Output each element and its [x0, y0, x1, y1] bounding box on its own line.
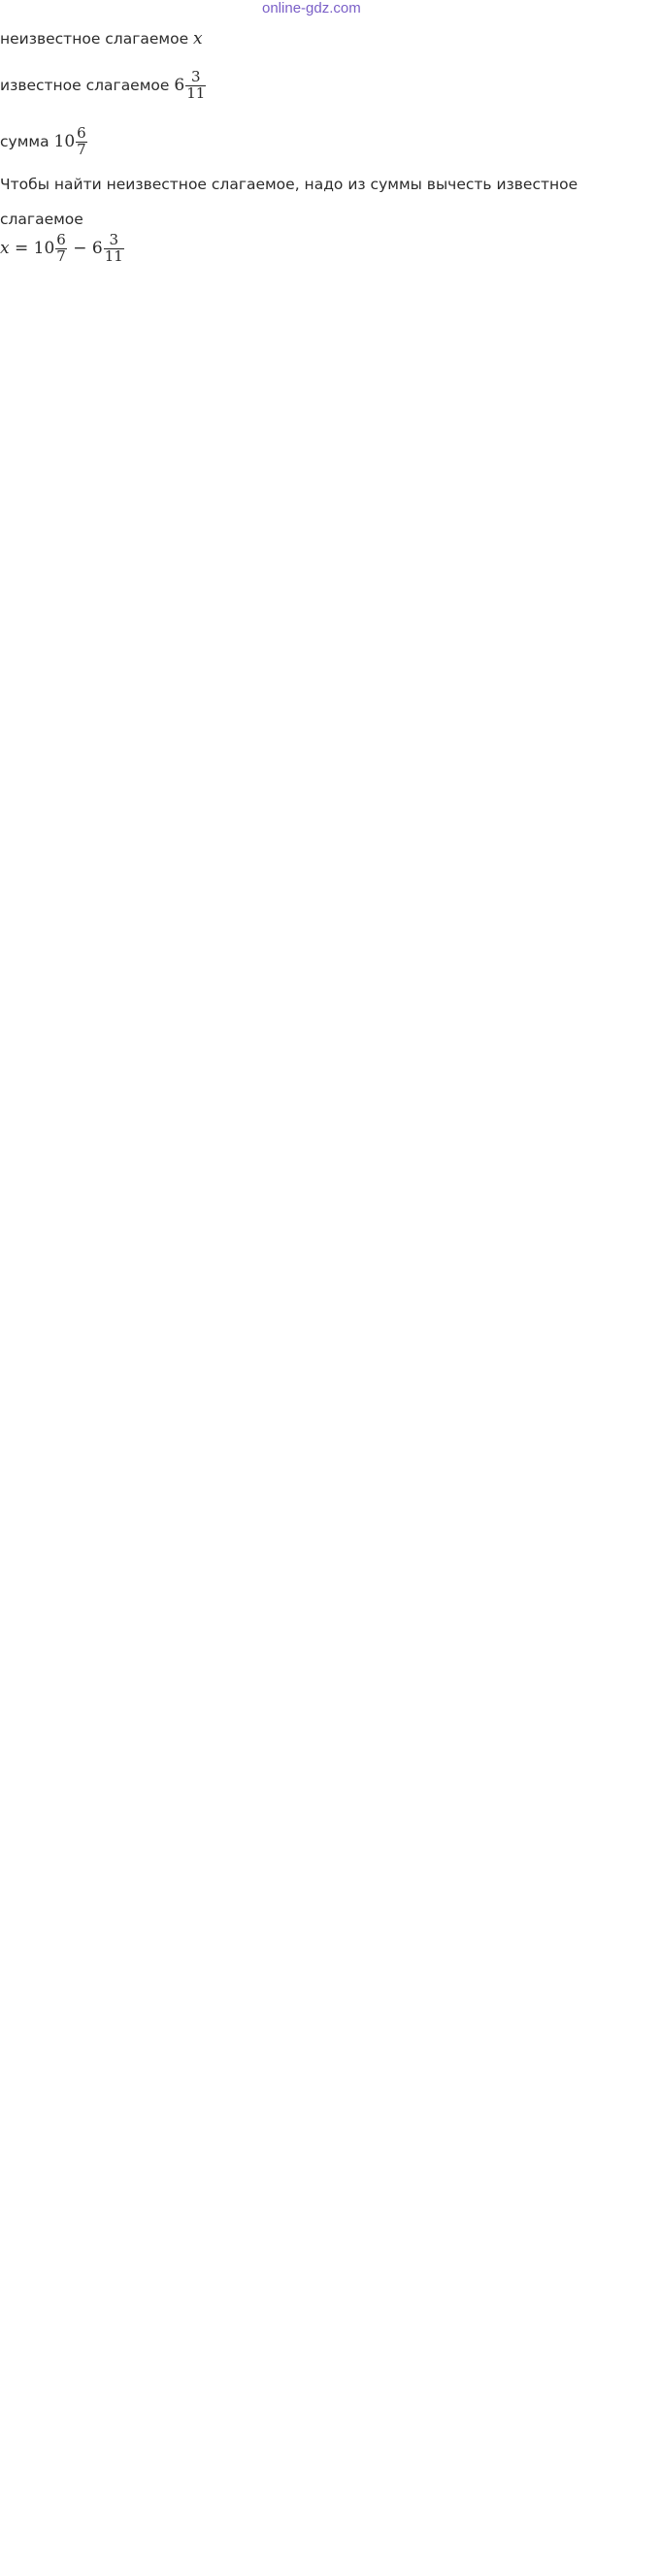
denominator: 7 — [56, 246, 66, 265]
equals-sign: = — [15, 238, 29, 258]
whole: 10 — [33, 238, 55, 258]
numerator: 3 — [185, 70, 206, 86]
rule-unknown-addend: Чтобы найти неизвестное слагаемое, надо из суммы вычесть известное слагаемое — [0, 176, 578, 228]
unknown-addend-line — [0, 29, 203, 49]
fraction — [76, 126, 87, 158]
denominator: 11 — [104, 246, 123, 265]
numerator: 6 — [56, 231, 66, 248]
fraction — [104, 233, 124, 265]
fraction — [185, 70, 206, 102]
numerator: 6 — [77, 124, 86, 142]
equation-x — [0, 233, 125, 265]
sum-line — [0, 126, 88, 158]
known-addend-label: известное слагаемое — [0, 76, 170, 94]
whole: 6 — [91, 238, 103, 258]
denominator: 11 — [186, 83, 206, 102]
numerator: 3 — [104, 233, 124, 249]
minus-sign: − — [73, 238, 87, 258]
denominator: 7 — [77, 140, 86, 158]
unknown-addend-label: неизвестное слагаемое — [0, 30, 189, 48]
whole: 6 — [174, 75, 185, 95]
var-x: x — [0, 238, 10, 258]
fraction — [55, 233, 67, 265]
known-addend-line — [0, 70, 207, 102]
site-header-watermark: online-gdz.com — [262, 0, 361, 16]
sum-label: сумма — [0, 132, 50, 150]
whole: 10 — [53, 131, 76, 151]
var-x: x — [193, 29, 203, 49]
